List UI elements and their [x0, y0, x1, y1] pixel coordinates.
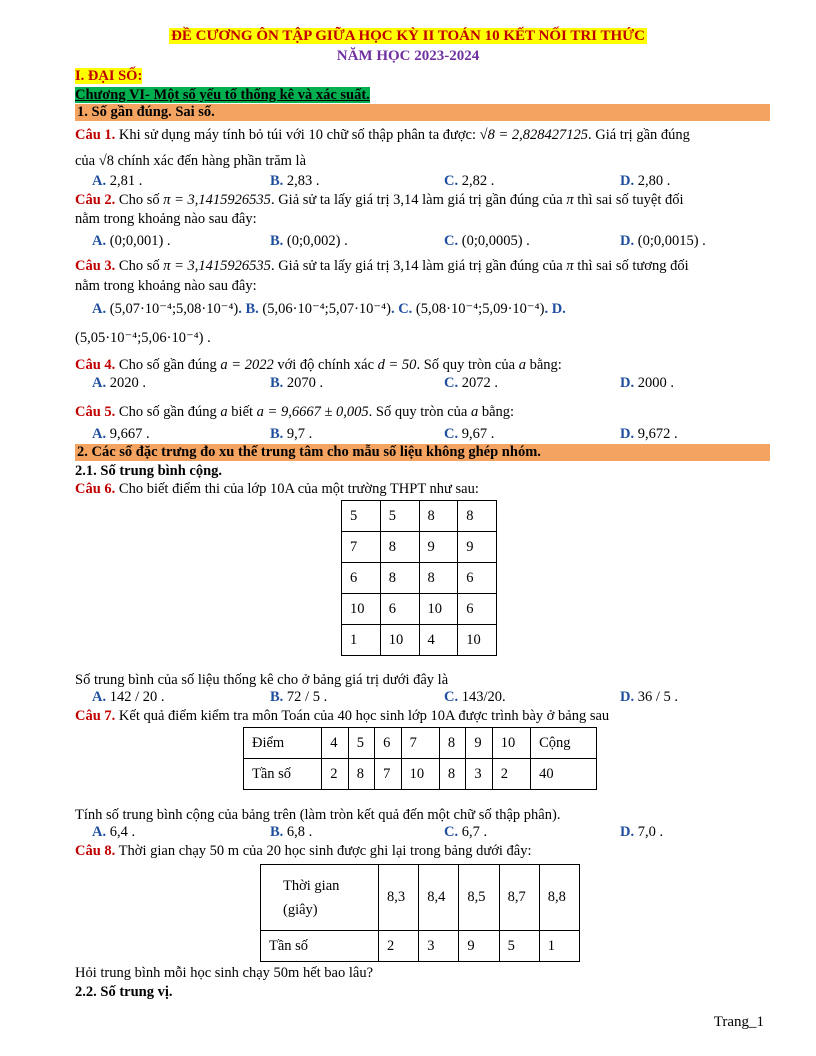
table-cell: 40	[531, 759, 597, 790]
table-row	[342, 532, 497, 563]
table-cell: 9	[458, 532, 497, 563]
table-cell: 2	[492, 759, 530, 790]
table-cell: 2	[379, 931, 419, 962]
subsection-2-1: 2.1. Số trung bình cộng.	[75, 463, 223, 479]
question-6-options: A. 142 / 20 . B. 72 / 5 . C. 143/20. D. 36 / 5 .	[92, 689, 679, 705]
table-cell: 6	[458, 563, 497, 594]
table-cell: 6	[342, 563, 381, 594]
school-year: NĂM HỌC 2023-2024	[336, 48, 480, 64]
table-cell: 8,5	[459, 865, 499, 931]
question-3-option-d-value: (5,05·10⁻⁴;5,06·10⁻⁴) .	[75, 330, 211, 346]
table-cell: 3	[419, 931, 459, 962]
table-row	[342, 625, 497, 656]
table-cell: 8,3	[379, 865, 419, 931]
question-3-line2: nằm trong khoảng nào sau đây:	[75, 278, 257, 294]
question-7: Câu 7. Kết quả điểm kiểm tra môn Toán của 40 học sinh lớp 10A được trình bày ở bảng sau	[75, 708, 610, 724]
table-cell: 7	[342, 532, 381, 563]
question-2-line2: nằm trong khoảng nào sau đây:	[75, 211, 257, 227]
question-2: Câu 2. Cho số π = 3,1415926535. Giả sử ta lấy giá trị 3,14 làm giá trị gần đúng của π thì sai số tuyệt đối	[75, 192, 684, 208]
section-2-bar: 2. Các số đặc trưng đo xu thế trung tâm cho mẫu số liệu không ghép nhóm.	[75, 444, 770, 461]
table-cell: 5	[380, 501, 419, 532]
table-row	[244, 728, 597, 759]
question-1-options: A. 2,81 . B. 2,83 . C. 2,82 . D. 2,80 .	[92, 173, 671, 189]
table-cell: 8,4	[419, 865, 459, 931]
table-cell: 5	[499, 931, 539, 962]
table-cell: Cộng	[531, 728, 597, 759]
table-row	[342, 594, 497, 625]
table-cell: Tần số	[244, 759, 322, 790]
question-2-options: A. (0;0,001) . B. (0;0,002) . C. (0;0,0005) . D. (0;0,0015) .	[92, 233, 706, 249]
subsection-2-2: 2.2. Số trung vị.	[75, 984, 173, 1000]
scores-table	[341, 500, 497, 656]
table-cell: 1	[539, 931, 579, 962]
question-4: Câu 4. Cho số gần đúng a = 2022 với độ chính xác d = 50. Số quy tròn của a bằng:	[75, 357, 562, 373]
table-cell: 8	[419, 501, 458, 532]
frequency-table	[243, 727, 597, 790]
question-3-options: A. (5,07·10⁻⁴;5,08·10⁻⁴). B. (5,06·10⁻⁴;5,07·10⁻⁴). C. (5,08·10⁻⁴;5,09·10⁻⁴). D.	[92, 301, 566, 317]
table-cell: 9	[419, 532, 458, 563]
section-1-bar: 1. Số gần đúng. Sai số.	[75, 104, 770, 121]
table-cell: 7	[375, 759, 401, 790]
question-8: Câu 8. Thời gian chạy 50 m của 20 học sinh được ghi lại trong bảng dưới đây:	[75, 843, 532, 859]
table-cell: 9	[459, 931, 499, 962]
table-cell: 10	[492, 728, 530, 759]
page-number: Trang_1	[713, 1014, 764, 1030]
table-cell: 6	[458, 594, 497, 625]
question-7-options: A. 6,4 . B. 6,8 . C. 6,7 . D. 7,0 .	[92, 824, 664, 840]
table-cell: 10	[458, 625, 497, 656]
table-cell: 3	[466, 759, 492, 790]
table-header-cell: Thời gian (giây)	[261, 865, 379, 931]
table-cell: 8	[348, 759, 374, 790]
question-8-prompt: Hỏi trung bình mỗi học sinh chạy 50m hết bao lâu?	[75, 965, 374, 981]
table-cell: 4	[419, 625, 458, 656]
table-cell: 8,7	[499, 865, 539, 931]
table-cell: 10	[419, 594, 458, 625]
running-time-table	[260, 864, 580, 962]
table-cell: 10	[401, 759, 439, 790]
table-cell: 8	[380, 563, 419, 594]
table-cell: 4	[322, 728, 348, 759]
table-cell: 2	[322, 759, 348, 790]
table-row	[261, 865, 580, 931]
table-cell: 8	[380, 532, 419, 563]
table-cell: 9	[466, 728, 492, 759]
table-cell: Điểm	[244, 728, 322, 759]
table-row	[244, 759, 597, 790]
table-cell: Tần số	[261, 931, 379, 962]
question-7-prompt: Tính số trung bình cộng của bảng trên (làm tròn kết quả đến một chữ số thập phân).	[75, 807, 561, 823]
table-cell: 8	[458, 501, 497, 532]
table-cell: 8	[419, 563, 458, 594]
table-cell: 6	[375, 728, 401, 759]
table-row	[261, 931, 580, 962]
table-cell: 10	[380, 625, 419, 656]
question-1: Câu 1. Khi sử dụng máy tính bỏ túi với 10 chữ số thập phân ta được: √8 = 2,828427125. Giá trị gần đúng	[75, 127, 690, 143]
table-cell: 6	[380, 594, 419, 625]
question-6: Câu 6. Cho biết điểm thi của lớp 10A của một trường THPT như sau:	[75, 481, 479, 497]
document-title: ĐỀ CƯƠNG ÔN TẬP GIỮA HỌC KỲ II TOÁN 10 KẾT NỐI TRI THỨC	[171, 28, 645, 44]
table-cell: 5	[342, 501, 381, 532]
table-cell: 10	[342, 594, 381, 625]
table-cell: 7	[401, 728, 439, 759]
part-heading: I. ĐẠI SỐ:	[75, 68, 143, 84]
question-6-prompt: Số trung bình của số liệu thống kê cho ở bảng giá trị dưới đây là	[75, 672, 449, 688]
question-5: Câu 5. Cho số gần đúng a biết a = 9,6667 ± 0,005. Số quy tròn của a bằng:	[75, 404, 515, 420]
table-row	[342, 501, 497, 532]
table-cell: 8	[439, 728, 465, 759]
question-4-options: A. 2020 . B. 2070 . C. 2072 . D. 2000 .	[92, 375, 674, 391]
question-3: Câu 3. Cho số π = 3,1415926535. Giả sử ta lấy giá trị 3,14 làm giá trị gần đúng của π thì sai số tương đối	[75, 258, 689, 274]
table-cell: 8	[439, 759, 465, 790]
question-1-line2: của √8 chính xác đến hàng phần trăm là	[75, 153, 307, 169]
chapter-heading: Chương VI- Một số yếu tố thống kê và xác suất.	[75, 87, 370, 103]
question-5-options: A. 9,667 . B. 9,7 . C. 9,67 . D. 9,672 .	[92, 426, 678, 442]
table-cell: 5	[348, 728, 374, 759]
table-cell: 8,8	[539, 865, 579, 931]
table-row	[342, 563, 497, 594]
table-cell: 1	[342, 625, 381, 656]
